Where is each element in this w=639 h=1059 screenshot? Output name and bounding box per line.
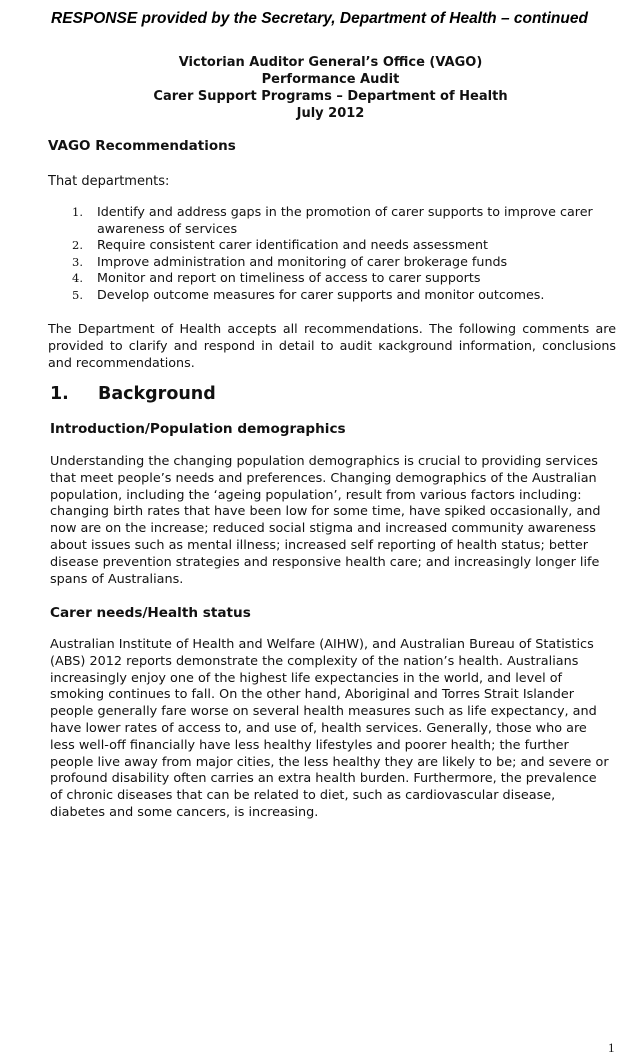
list-item-text: Develop outcome measures for carer supports and monitor outcomes. — [97, 286, 545, 302]
recommendations-heading: VAGO Recommendations — [48, 138, 236, 154]
title-line-2: Performance Audit — [261, 72, 400, 87]
subheading-population-demographics: Introduction/Population demographics — [50, 421, 346, 437]
list-item — [66, 237, 618, 254]
list-item-number: 4. — [72, 271, 83, 286]
list-item-text: Monitor and report on timeliness of access to carer supports — [97, 270, 481, 286]
list-item-number: 3. — [72, 254, 83, 269]
page-number: 1 — [608, 1040, 615, 1055]
section-title: Background — [98, 384, 216, 404]
title-line-1: Victorian Auditor General’s Office (VAGO) — [178, 55, 483, 70]
list-item-text: Improve administration and monitoring of carer brokerage funds — [97, 253, 508, 269]
title-line-4: July 2012 — [296, 106, 365, 121]
list-item-number: 1. — [72, 205, 83, 219]
running-header: RESPONSE provided by the Secretary, Department of Health – continued — [51, 10, 588, 27]
recommendations-intro: That departments: — [48, 174, 170, 189]
list-item — [66, 204, 618, 237]
list-item-number: 5. — [72, 287, 83, 302]
population-demographics-paragraph: Understanding the changing population demographics is crucial to providing services that meet people’s needs and preferences. Changing demographics of the Australian population, including the ‘ageing population’, result from various factors including: changing birth rates that have been low for some time, have spiked occasionally, and now are on the increase; reduced social stigma and increased community awareness about issues such as mental illness; increased self reporting of health status; better disease prevention strategies and responsive health care; and increasingly longer life spans of Australians. — [50, 454, 601, 587]
accepts-paragraph: The Department of Health accepts all recommendations. The following comments are provided to clarify and respond in detail to audit ĸackground information, conclusions and recommendations. — [48, 321, 616, 370]
section-heading — [50, 384, 216, 404]
carer-needs-paragraph: Australian Institute of Health and Welfare (AIHW), and Australian Bureau of Statistics (ABS) 2012 reports demonstrate the complexity of the nation’s health. Australians increasingly enjoy one of the highest life expectancies in the world, and level of smoking continues to fall. On the other hand, Aboriginal and Torres Strait Islander people generally fare worse on several health measures such as life expectancy, and have lower rates of access to, and use of, health services. Generally, those who are less well-off financially have less healthy lifestyles and poorer health; the further people live away from major cities, the less healthy they are likely to be; and severe or profound disability often carries an extra health burden. Furthermore, the prevalence of chronic diseases that can be related to diet, such as cardiovascular disease, diabetes and some cancers, is increasing. — [50, 637, 609, 820]
subheading-carer-needs: Carer needs/Health status — [50, 605, 251, 621]
title-block — [0, 54, 639, 122]
recommendations-list — [66, 204, 618, 304]
list-item — [66, 270, 618, 287]
list-item-number: 2. — [72, 238, 83, 253]
section-number: 1. — [50, 384, 69, 404]
list-item-text: Require consistent carer identification and needs assessment — [97, 237, 489, 253]
list-item-text: Identify and address gaps in the promotion of carer supports to improve carer awareness of services — [97, 204, 593, 236]
list-item — [66, 254, 618, 271]
list-item — [66, 287, 618, 304]
title-line-3: Carer Support Programs – Department of Health — [153, 89, 508, 104]
